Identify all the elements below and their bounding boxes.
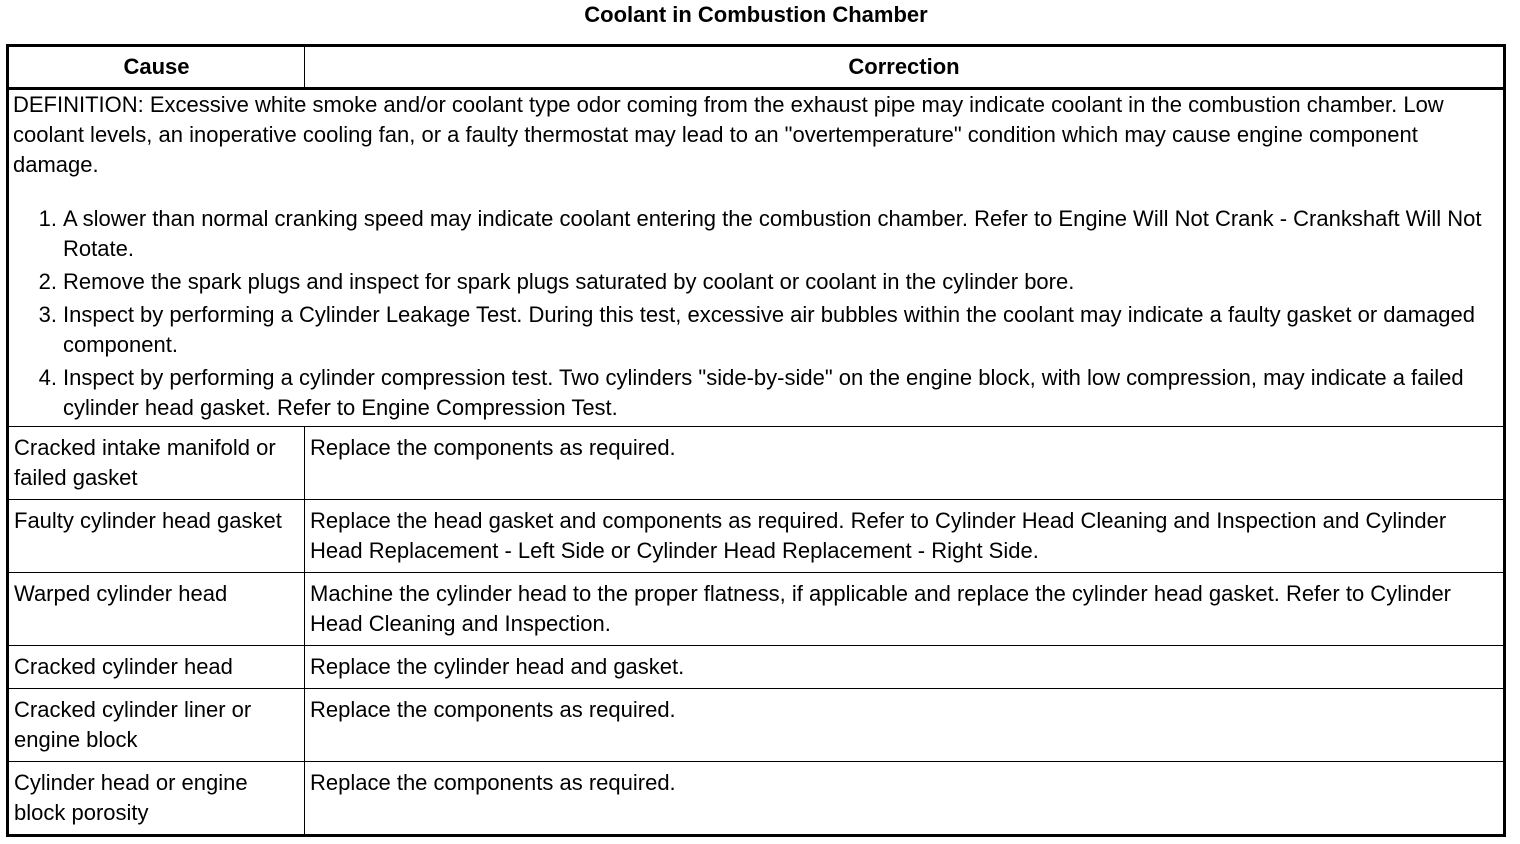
step-text: Remove the spark plugs and inspect for spark plugs saturated by coolant or coolant in the cylinder bore.	[63, 269, 1075, 294]
step-number: 1.	[38, 206, 57, 231]
table-row	[8, 427, 1505, 500]
correction-cell: Replace the cylinder head and gasket.	[305, 646, 1505, 689]
definition-text: DEFINITION: Excessive white smoke and/or coolant type odor coming from the exhaust pipe may indicate coolant in the combustion chamber. Low coolant levels, an inoperative cooling fan, or a faulty thermostat may lead to an "overtemperature" condition which may cause engine component damage.	[13, 92, 1444, 177]
step-item	[13, 204, 1499, 264]
table-row	[8, 689, 1505, 762]
step-number: 4.	[38, 365, 57, 390]
table-row	[8, 573, 1505, 646]
cause-cell: Cracked cylinder head	[8, 646, 305, 689]
correction-cell: Replace the components as required.	[305, 427, 1505, 500]
correction-cell: Replace the components as required.	[305, 689, 1505, 762]
table-row	[8, 646, 1505, 689]
definition-cell	[8, 89, 1505, 427]
step-text: Inspect by performing a Cylinder Leakage Test. During this test, excessive air bubbles within the coolant may indicate a faulty gasket or damaged component.	[63, 302, 1476, 357]
diagnostic-steps	[13, 204, 1499, 423]
cause-cell: Warped cylinder head	[8, 573, 305, 646]
cause-cell: Faulty cylinder head gasket	[8, 500, 305, 573]
correction-cell: Replace the head gasket and components as required. Refer to Cylinder Head Cleaning and Inspection and Cylinder Head Replacement - Left Side or Cylinder Head Replacement - Right Side.	[305, 500, 1505, 573]
correction-cell: Machine the cylinder head to the proper flatness, if applicable and replace the cylinder head gasket. Refer to Cylinder Head Cleaning and Inspection.	[305, 573, 1505, 646]
step-item	[13, 300, 1499, 360]
page-title: Coolant in Combustion Chamber	[584, 2, 928, 27]
step-number: 3.	[38, 302, 57, 327]
diagnostic-table	[6, 44, 1506, 837]
table-header-row	[8, 46, 1505, 89]
cause-cell: Cylinder head or engine block porosity	[8, 762, 305, 836]
step-number: 2.	[38, 269, 57, 294]
table-row	[8, 762, 1505, 836]
step-item	[13, 267, 1499, 297]
column-header-cause: Cause	[8, 46, 305, 89]
column-header-correction: Correction	[305, 46, 1505, 89]
cause-cell: Cracked cylinder liner or engine block	[8, 689, 305, 762]
cause-cell: Cracked intake manifold or failed gasket	[8, 427, 305, 500]
definition-row	[8, 89, 1505, 427]
step-text: Inspect by performing a cylinder compression test. Two cylinders "side-by-side" on the engine block, with low compression, may indicate a failed cylinder head gasket. Refer to Engine Compression Test.	[63, 365, 1464, 420]
table-row	[8, 500, 1505, 573]
correction-cell: Replace the components as required.	[305, 762, 1505, 836]
step-item	[13, 363, 1499, 423]
step-text: A slower than normal cranking speed may indicate coolant entering the combustion chamber. Refer to Engine Will Not Crank - Crankshaft Will Not Rotate.	[63, 206, 1482, 261]
